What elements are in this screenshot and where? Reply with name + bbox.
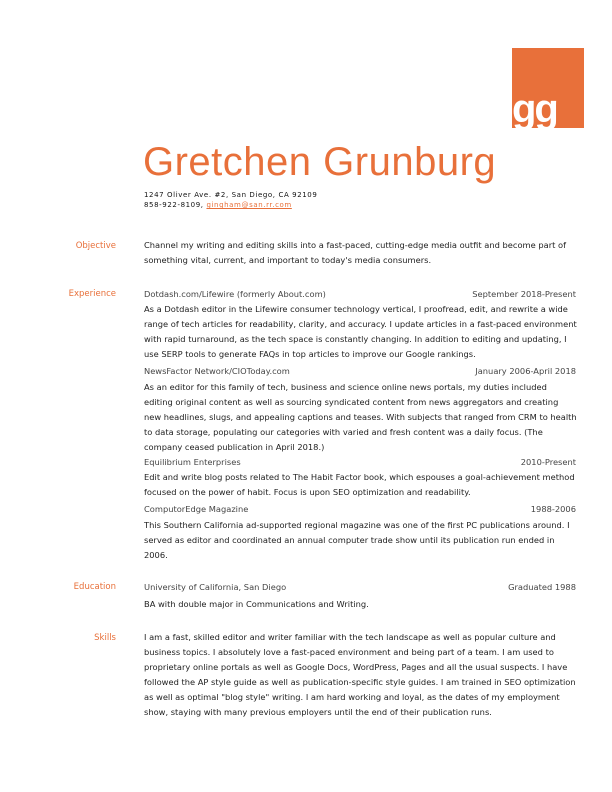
monogram-logo: gg: [512, 48, 584, 128]
education-text: BA with double major in Communications and Writing.: [144, 599, 369, 609]
skills-text: I am a fast, skilled editor and writer familiar with the tech landscape as well as popular culture and business topics. I absolutely love a fast-paced environment and being part of a team. I am used to proprietary online portals as well as Google Docs, WordPress, Pages and all the usual suspects. I have followed the AP style guide as well as publication-specific style guides. I am trained in SEO optimization as well as optimal "blog style" writing. I am hard working and loyal, as the dates of my employment show, staying with many previous employers until the end of their publication runs.: [144, 632, 576, 717]
job-description: As an editor for this family of tech, business and science online news portals, my duties included editing original content as well as sourcing syndicated content from news aggregators and creating new headlines, slugs, and appealing captions and teases. With subjects that ranged from CRM to health to data storage, populating our categories with varied and fresh content was a daily focus. (The company ceased publication in April 2018.): [144, 382, 577, 452]
job-dates: 2010-Present: [520, 457, 576, 467]
email-link[interactable]: gingham@san.rr.com: [206, 201, 292, 209]
job-org: Dotdash.com/Lifewire (formerly About.com): [144, 289, 326, 299]
job-header: [144, 289, 576, 299]
job-header: [144, 366, 576, 376]
experience-label: Experience: [68, 289, 116, 299]
job-header: [144, 457, 576, 467]
job-org: NewsFactor Network/CIOToday.com: [144, 366, 290, 376]
skills-label: Skills: [94, 633, 116, 643]
job-org: Equilibrium Enterprises: [144, 457, 241, 467]
education-dates: Graduated 1988: [508, 582, 576, 592]
job-dates: January 2006-April 2018: [475, 366, 576, 376]
school: University of California, San Diego: [144, 582, 287, 592]
job-header: [144, 504, 576, 514]
contact-line: [144, 201, 292, 209]
job-description: This Southern California ad-supported regional magazine was one of the first PC publications around. I served as editor and coordinated an annual computer trade show until its publication run ended in 2006.: [144, 520, 570, 560]
objective-label: Objective: [75, 241, 116, 251]
phone: 858-922-8109,: [144, 201, 207, 209]
education-header: [144, 582, 576, 592]
education-label: Education: [73, 582, 116, 592]
objective-text: Channel my writing and editing skills into a fast-paced, cutting-edge media outfit and become part of something vital, current, and important to today's media consumers.: [144, 240, 567, 265]
job-dates: 1988-2006: [530, 504, 576, 514]
candidate-name: Gretchen Grunburg: [143, 140, 497, 184]
job-org: ComputorEdge Magazine: [144, 504, 249, 514]
job-description: Edit and write blog posts related to The Habit Factor book, which espouses a goal-achievement method focused on the power of habit. Focus is upon SEO optimization and readability.: [144, 472, 575, 497]
job-dates: September 2018-Present: [472, 289, 576, 299]
job-description: As a Dotdash editor in the Lifewire consumer technology vertical, I proofread, edit, and rewrite a wide range of tech articles for readability, clarity, and accuracy. I update articles in a fast-paced environment with rapid turnaround, as the tech space is constantly changing. In addition to editing and updating, I use SERP tools to generate FAQs in top articles to improve our Google rankings.: [144, 304, 577, 359]
address: 1247 Oliver Ave. #2, San Diego, CA 92109: [144, 191, 318, 199]
